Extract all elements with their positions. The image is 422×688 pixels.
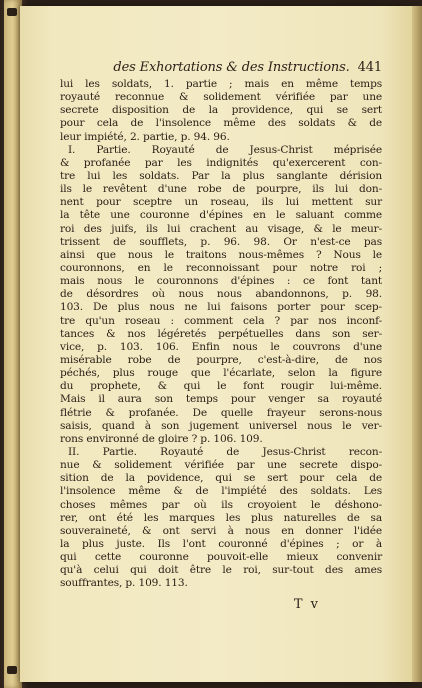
text-line: saisis, quand à son jugement universel nous le ver-	[60, 419, 382, 432]
text-line: ainsi que nous le traitons nous-mêmes ? Nous le	[60, 248, 382, 261]
text-line: de désordres où nous nous abandonnons, p. 98.	[60, 288, 382, 301]
text-line: pour cela de l'insolence même des soldats & de	[60, 117, 382, 130]
text-line: nent pour sceptre un roseau, ils lui mettent sur	[60, 196, 382, 209]
text-line: couronnons, en le reconnoissant pour notre roi ;	[60, 261, 382, 274]
book-page	[20, 6, 412, 682]
page-number: 441	[357, 60, 382, 75]
text-line: souveraineté, & ont servi à nous en donner l'idée	[60, 524, 382, 537]
text-line: secrete disposition de la providence, qui se sert	[60, 104, 382, 117]
text-line: du prophete, & qui le font rougir lui-même.	[60, 380, 382, 393]
text-line: 103. De plus nous ne lui faisons porter pour scep-	[60, 301, 382, 314]
text-line: lui les soldats, 1. partie ; mais en même temps	[60, 78, 382, 90]
text-line: misérable robe de pourpre, c'est-à-dire, de nos	[60, 353, 382, 366]
catchword-row	[60, 598, 382, 611]
text-line: péchés, plus rouge que l'écarlate, selon la figure	[60, 367, 382, 380]
text-line: choses mêmes par où ils croyoient le déshono-	[60, 498, 382, 511]
text-line: vice, p. 103. 106. Enfin nous le couvrons d'une	[60, 340, 382, 353]
text-line: flétrie & profanée. De quelle frayeur serons-nous	[60, 406, 382, 419]
running-header	[60, 60, 382, 76]
section-heading-line: I. Partie. Royauté de Jesus-Christ méprisée	[68, 143, 382, 156]
text-line: nue & solidement vérifiée par une secrete dispo-	[60, 459, 382, 472]
text-line: qu'à celui qui doit être le roi, sur-tout des ames	[60, 564, 382, 577]
text-line: rons environné de gloire ? p. 106. 109.	[60, 432, 263, 445]
text-line: la plus juste. Ils l'ont couronné d'épines ; or à	[60, 537, 382, 550]
text-line: l'insolence même & de l'impiété des soldats. Les	[60, 485, 382, 498]
text-line: tances & nos légéretés perpétuelles dans son ser-	[60, 327, 382, 340]
section-heading-line: II. Partie. Royauté de Jesus-Christ recon-	[68, 445, 382, 458]
text-line: tre qu'un roseau : comment cela ? par nos inconf-	[60, 314, 382, 327]
text-line: rer, ont été les marques les plus naturelles de sa	[60, 511, 382, 524]
text-line: souffrantes, p. 109. 113.	[60, 577, 188, 590]
text-line: trissent de soufflets, p. 96. 98. Or n'est-ce pas	[60, 235, 382, 248]
text-line: royauté reconnue & solidement vérifiée par une	[60, 91, 382, 104]
running-title: des Exhortations & des Instructions.	[113, 60, 350, 75]
text-line: la tête une couronne d'épines en le saluant comme	[60, 209, 382, 222]
catchword: T v	[293, 597, 320, 613]
text-line: sition de la povidence, qui se sert pour cela de	[60, 472, 382, 485]
text-line: mais nous le couronnons d'épines : ce font tant	[60, 275, 382, 288]
text-line: ils le revêtent d'une robe de pourpre, ils lui don-	[60, 183, 382, 196]
text-line: roi des juifs, ils lui crachent au visage, & le meur-	[60, 222, 382, 235]
text-line: Mais il aura son temps pour venger sa royauté	[60, 393, 382, 406]
page-text-block	[60, 60, 382, 612]
text-line: & profanée par les indignités qu'exercerent con-	[60, 156, 382, 169]
text-line: tre lui les soldats. Par la plus sanglante dérision	[60, 169, 382, 182]
text-line: qui cette couronne pouvoit-elle mieux convenir	[60, 551, 382, 564]
text-line: leur impiété, 2. partie, p. 94. 96.	[60, 130, 230, 143]
